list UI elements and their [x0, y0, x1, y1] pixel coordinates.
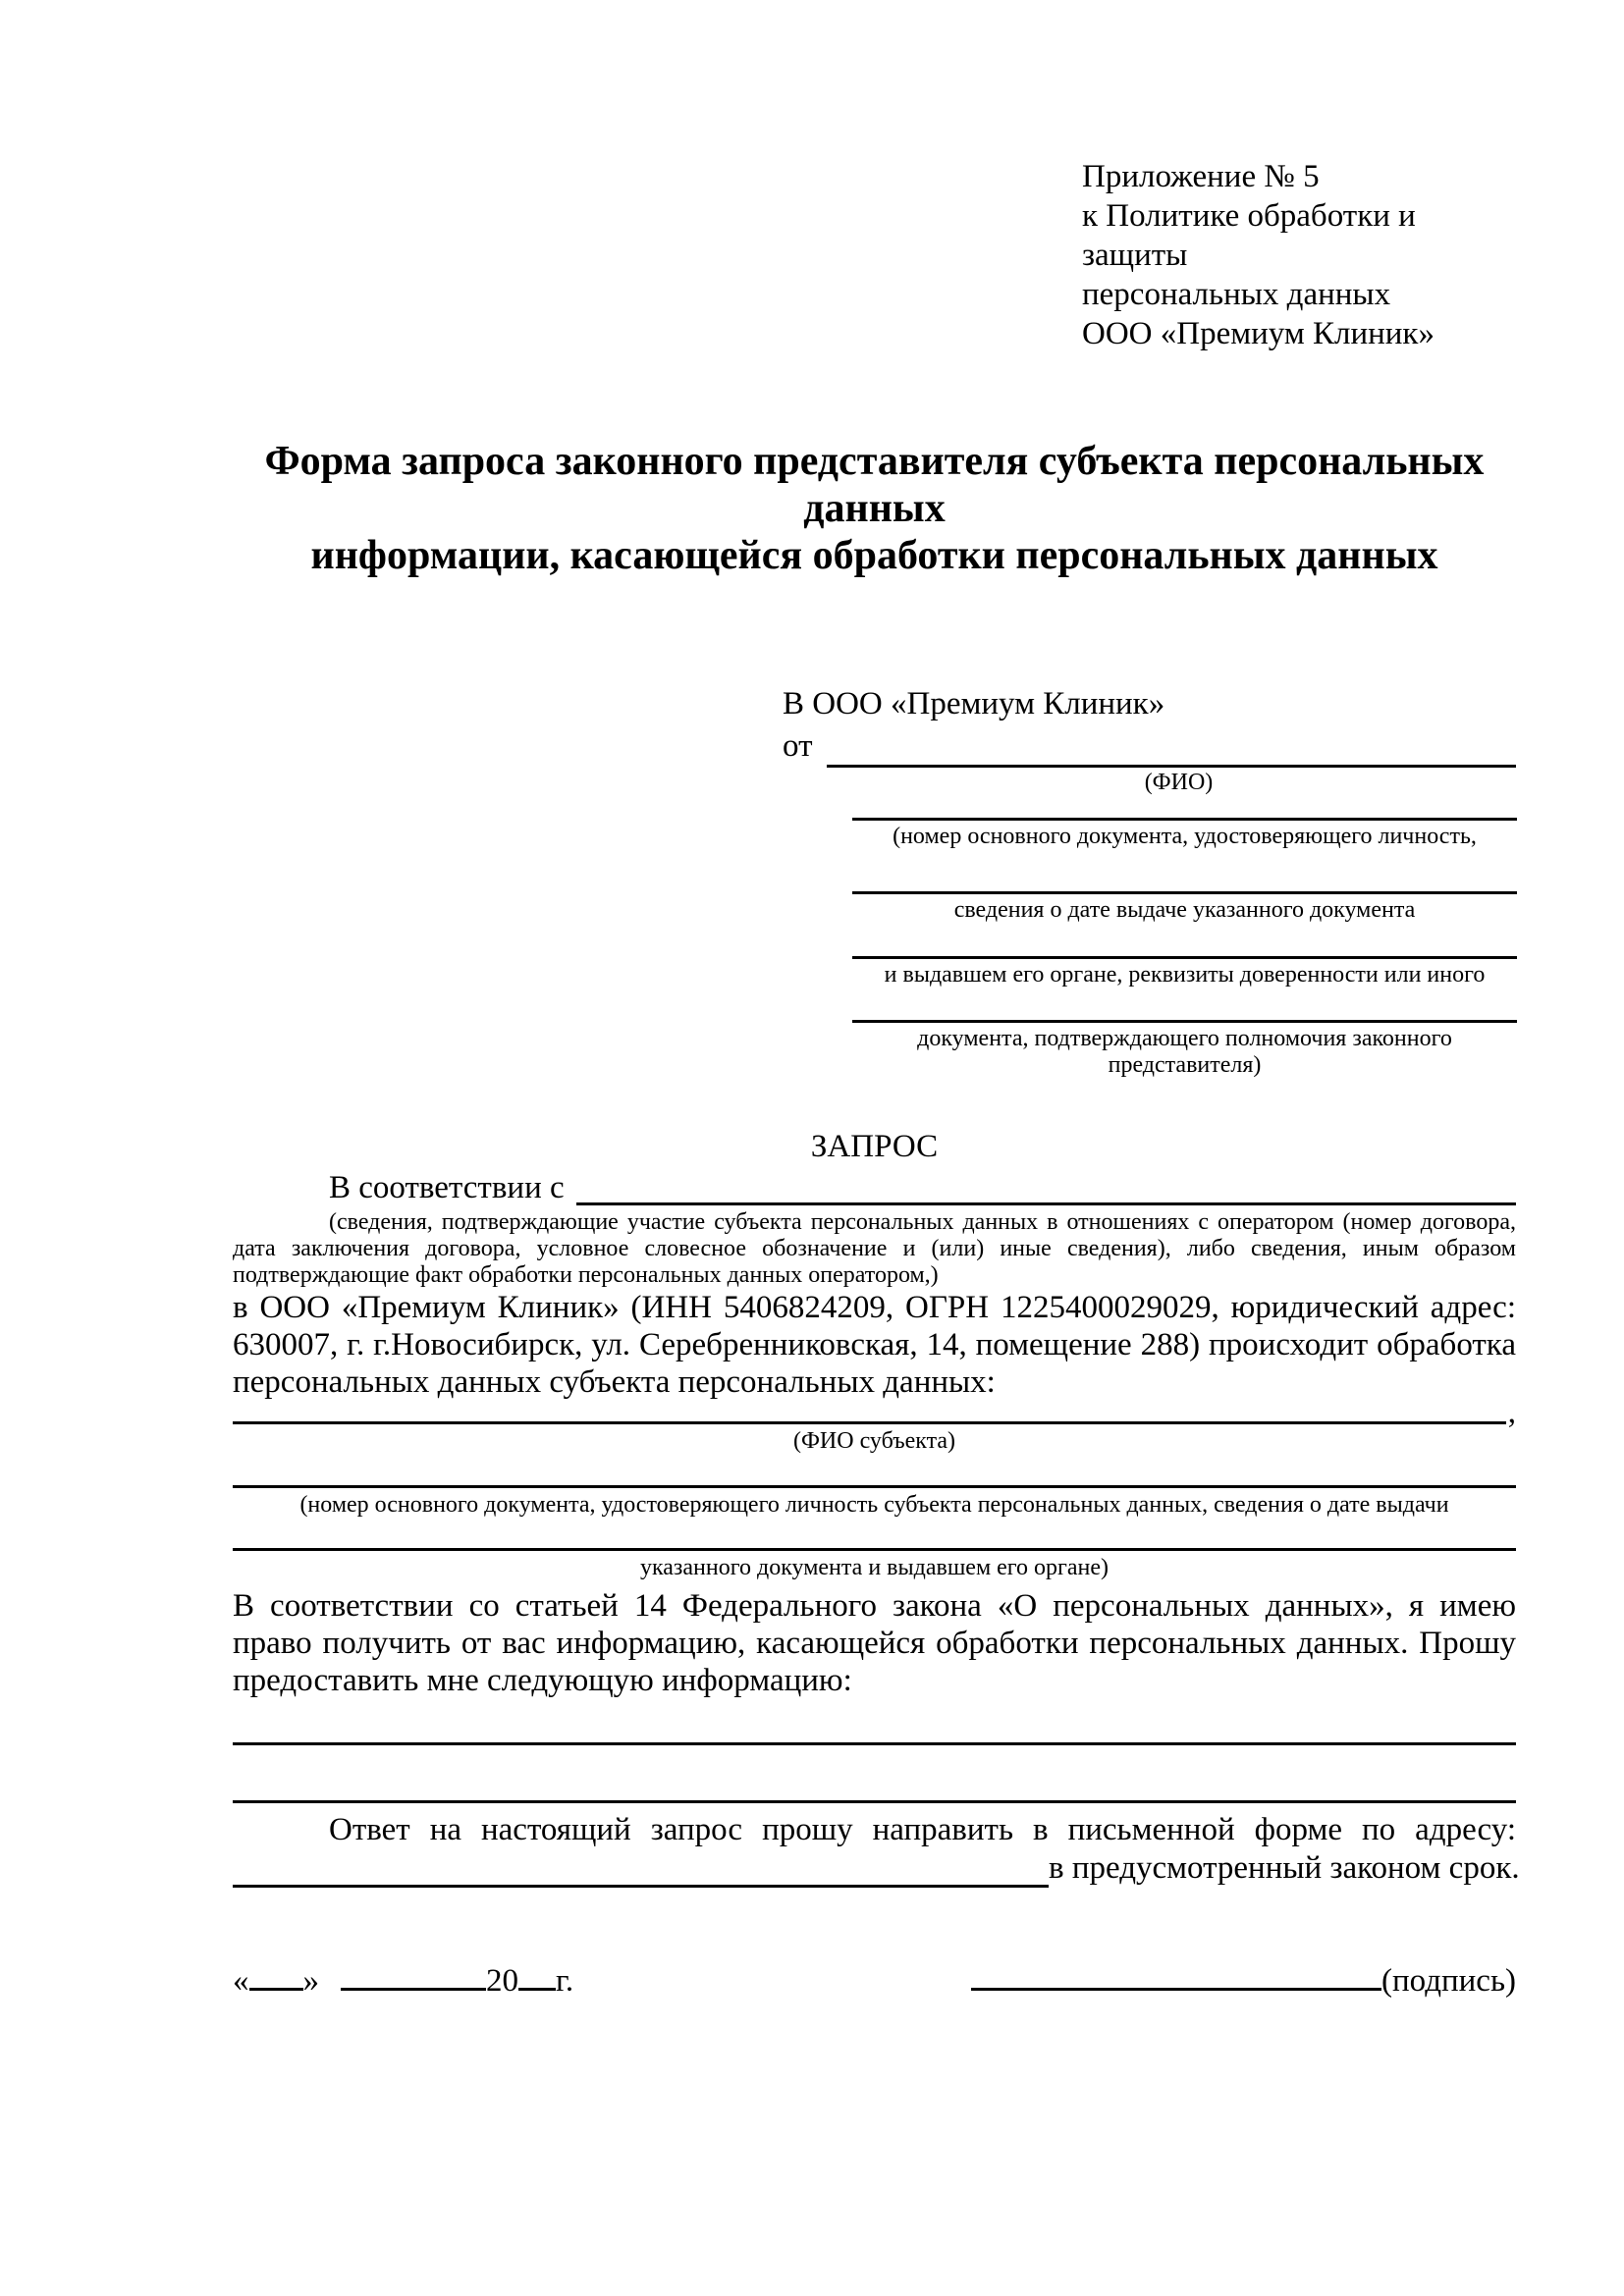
date-group — [233, 1958, 573, 1999]
year-prefix: 20 — [486, 1963, 518, 1999]
blank-line — [852, 891, 1517, 894]
representative-doc-field — [852, 956, 1517, 988]
appendix-header-line: к Политике обработки и защиты — [1082, 198, 1416, 273]
blank-line — [233, 1742, 1516, 1745]
accordance-label: В соответствии с — [329, 1170, 565, 1205]
blank-line — [233, 1548, 1516, 1551]
year-blank-line — [518, 1958, 556, 1991]
answer-tail: в предусмотренный законом срок. — [1049, 1850, 1520, 1886]
document-content — [233, 157, 1520, 1999]
field-caption: документа, подтверждающего полномочия законного представителя) — [917, 1026, 1452, 1078]
signature-group — [971, 1958, 1516, 1999]
month-blank-line — [341, 1958, 486, 1991]
signature-blank-line — [971, 1958, 1381, 1991]
accordance-row — [233, 1170, 1516, 1205]
addressee-from-row — [783, 725, 1516, 768]
appendix-header-line: персональных данных — [1082, 277, 1391, 312]
representative-doc-field — [852, 891, 1517, 924]
blank-line — [852, 1020, 1517, 1023]
representative-doc-field — [852, 818, 1517, 850]
day-blank-line — [249, 1958, 303, 1991]
answer-address-row — [233, 1848, 1520, 1888]
addressee-block — [233, 683, 1516, 1079]
from-blank-line — [827, 725, 1517, 768]
operator-paragraph: в ООО «Премиум Клиник» (ИНН 5406824209, ОГРН 1225400029029, юридический адрес: 630007, г. г.Новосибирск, ул. Серебренниковская, 14, помещение 288) происходит обработка персональных данных субъекта персональных данных: — [233, 1290, 1516, 1400]
subject-fio-blank-line — [233, 1402, 1506, 1424]
fio-caption: (ФИО) — [1144, 770, 1214, 795]
quote-open: « — [233, 1963, 249, 1999]
addressee-to: В ООО «Премиум Клиник» — [783, 686, 1165, 721]
document-title-line: Форма запроса законного представителя субъекта персональных данных — [264, 439, 1485, 531]
document-title-line: информации, касающейся обработки персональных данных — [310, 533, 1438, 578]
appendix-header-line: ООО «Премиум Клиник» — [1082, 316, 1435, 351]
appendix-header-line: Приложение № 5 — [1082, 159, 1320, 194]
year-suffix: г. — [556, 1963, 574, 1999]
field-caption: и выдавшем его органе, реквизиты доверенности или иного — [884, 962, 1486, 988]
quote-close: » — [302, 1963, 319, 1999]
subject-doc-caption: (номер основного документа, удостоверяющего личность субъекта персональных данных, сведения о дате выдачи — [299, 1492, 1449, 1518]
signature-caption: (подпись) — [1381, 1963, 1516, 1999]
answer-paragraph: Ответ на настоящий запрос прошу направить в письменной форме по адресу: — [329, 1812, 1516, 1847]
accordance-caption: (сведения, подтверждающие участие субъекта персональных данных в отношениях с оператором (номер договора, дата заключения договора, условное словесное обозначение и (или) иные сведения), либо сведения, иным образом подтверждающие факт обработки персональных данных оператором,) — [233, 1209, 1516, 1288]
field-caption: сведения о дате выдаче указанного документа — [953, 897, 1416, 923]
footer-row — [233, 1958, 1516, 1999]
trailing-comma: , — [1507, 1395, 1516, 1430]
subject-doc-caption: указанного документа и выдавшем его органе) — [639, 1555, 1110, 1580]
blank-line — [233, 1485, 1516, 1488]
blank-line — [852, 818, 1517, 821]
subject-fio-caption: (ФИО субъекта) — [792, 1428, 956, 1454]
representative-doc-field — [852, 1020, 1517, 1079]
field-caption: (номер основного документа, удостоверяющего личность, — [893, 824, 1477, 849]
subject-fio-row — [233, 1395, 1516, 1430]
blank-line — [852, 956, 1517, 959]
appendix-header — [1082, 157, 1516, 353]
address-blank-line — [233, 1848, 1049, 1888]
request-heading: ЗАПРОС — [810, 1129, 939, 1164]
from-label: от — [783, 728, 813, 764]
document-title — [233, 438, 1516, 579]
law-paragraph: В соответствии со статьей 14 Федерального закона «О персональных данных», я имею право получить от вас информацию, касающейся обработки персональных данных. Прошу предоставить мне следующую информацию: — [233, 1588, 1516, 1698]
accordance-blank-line — [576, 1170, 1516, 1205]
blank-line — [233, 1800, 1516, 1803]
